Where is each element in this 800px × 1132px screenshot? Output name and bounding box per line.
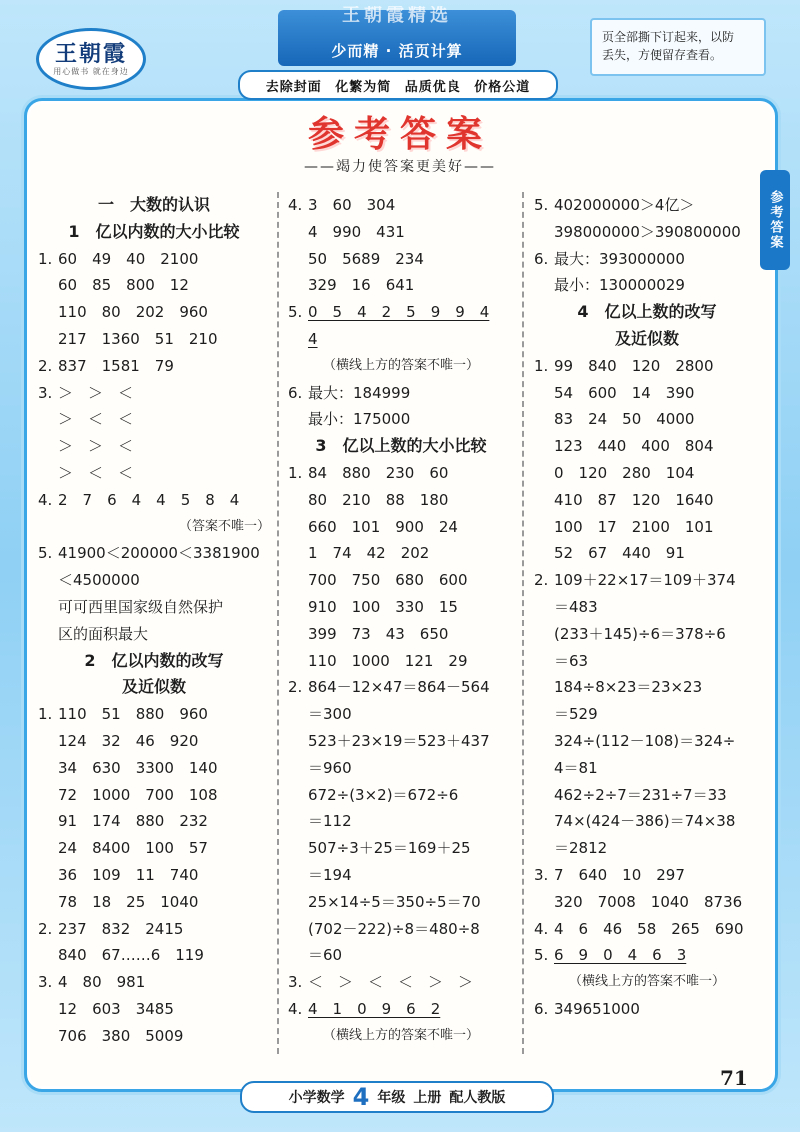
answer-line [534, 701, 760, 728]
answer-line [288, 219, 514, 246]
answer-line [38, 862, 270, 889]
answer-line [534, 782, 760, 809]
answer-line [288, 621, 514, 648]
side-tab: 参考答案 [760, 170, 790, 270]
question-number: 1. [288, 463, 303, 482]
answer-text: 34 630 3300 140 [58, 758, 218, 777]
answer-line [38, 246, 270, 273]
answer-text: ＝960 [308, 758, 352, 777]
answer-text: 54 600 14 390 [554, 383, 695, 402]
answer-text: 0 5 4 2 5 9 9 4 [308, 303, 490, 322]
answer-text: 110 1000 121 29 [308, 651, 468, 670]
answer-text: 523＋23×19＝523＋437 [308, 731, 490, 750]
answer-text: 25×14÷5＝350÷5＝70 [308, 892, 481, 911]
question-number: 6. [288, 383, 303, 402]
footer-term: 上册 [413, 1090, 442, 1106]
series-subtitle: 少而精 · 活页计算 [331, 42, 463, 60]
footer-grade-suffix: 年级 [377, 1090, 406, 1106]
lesson-heading-cont: 及近似数 [121, 677, 186, 697]
answer-line [534, 567, 760, 594]
answer-line [288, 889, 514, 916]
answer-line [38, 916, 270, 943]
tagline: 去除封面 化繁为简 品质优良 价格公道 [238, 70, 558, 100]
answer-text: 324÷(112－108)＝324÷ [554, 731, 736, 750]
question-number: 4. [38, 490, 53, 509]
answer-line [534, 835, 760, 862]
answer-text: 910 100 330 15 [308, 597, 458, 616]
answer-line [288, 808, 514, 835]
answer-line [534, 246, 760, 273]
answer-text: ＝483 [554, 597, 598, 616]
answer-text: 0 120 280 104 [554, 463, 695, 482]
answer-line [288, 594, 514, 621]
answer-note: （答案不唯一） [178, 518, 270, 534]
question-number: 5. [534, 196, 549, 214]
answer-text: ＝112 [308, 812, 352, 831]
answer-line [288, 567, 514, 594]
answer-text: 109＋22×17＝109＋374 [554, 571, 736, 590]
answer-line [534, 996, 760, 1023]
answer-line [38, 782, 270, 809]
answer-text: ＞ ＜ ＜ [58, 410, 134, 429]
answer-line [534, 380, 760, 407]
answer-text: 706 380 5009 [58, 1026, 184, 1045]
answer-line [38, 353, 270, 380]
answer-line [38, 808, 270, 835]
answer-text: 72 1000 700 108 [58, 785, 218, 804]
answer-text: ＝194 [308, 865, 352, 884]
answer-text: 110 80 202 960 [58, 303, 208, 322]
answer-line [534, 460, 760, 487]
answer-text: 123 440 400 804 [554, 437, 714, 456]
column-divider [522, 192, 524, 1054]
answer-line [38, 460, 270, 487]
answer-column-1 [38, 192, 270, 1050]
answer-line [38, 326, 270, 353]
answer-text: 最小：130000029 [554, 276, 685, 295]
footer-grade-number: 4 [352, 1083, 370, 1111]
answer-line [288, 835, 514, 862]
answer-line [534, 916, 760, 943]
column-divider [277, 192, 279, 1054]
answer-line [288, 701, 514, 728]
answer-text: ＞ ＞ ＜ [58, 437, 134, 456]
question-number: 6. [534, 249, 549, 268]
answer-text: 最大：393000000 [554, 249, 685, 268]
answer-line [38, 942, 270, 969]
answer-line [288, 728, 514, 755]
answer-text: 4＝81 [554, 758, 598, 777]
answer-text: 99 840 120 2800 [554, 356, 714, 375]
answer-line [288, 916, 514, 943]
answer-text: ＜ ＞ ＜ ＜ ＞ ＞ [308, 973, 474, 992]
answer-text: 2 7 6 4 4 5 8 4 [58, 490, 240, 509]
answer-note: （横线上方的答案不唯一） [568, 974, 725, 990]
answer-line [38, 755, 270, 782]
answer-text: 52 67 440 91 [554, 544, 685, 563]
answer-line [534, 808, 760, 835]
answer-text: 507÷3＋25＝169＋25 [308, 839, 471, 858]
answer-text: 91 174 880 232 [58, 812, 208, 831]
answer-text: ＝2812 [554, 839, 608, 858]
answer-note: （横线上方的答案不唯一） [322, 1027, 479, 1043]
answer-line [38, 433, 270, 460]
question-number: 1. [38, 705, 53, 724]
answer-text: 60 85 800 12 [58, 276, 189, 295]
answer-text: 区的面积最大 [58, 624, 149, 643]
series-name: 王朝霞精选 [342, 6, 452, 26]
answer-text: 36 109 11 740 [58, 865, 199, 884]
answer-text: 12 603 3485 [58, 999, 174, 1018]
answer-line [534, 487, 760, 514]
lesson-heading: 1 亿以内数的大小比较 [68, 221, 240, 241]
answer-line [288, 380, 514, 407]
answer-text: 最小：175000 [308, 410, 411, 429]
answer-text: ＝300 [308, 705, 352, 724]
answer-line [38, 621, 270, 648]
answer-text: 864－12×47＝864－564 [308, 678, 490, 697]
logo-name: 王朝霞 [54, 40, 127, 67]
answer-line [38, 299, 270, 326]
answer-line [38, 272, 270, 299]
answer-line [288, 460, 514, 487]
answer-text: 80 210 88 180 [308, 490, 449, 509]
answer-line [534, 433, 760, 460]
question-number: 3. [38, 383, 53, 402]
answer-text: ＞ ＜ ＜ [58, 463, 134, 482]
answer-line [534, 648, 760, 675]
answer-note: （横线上方的答案不唯一） [322, 357, 479, 373]
answer-line [38, 594, 270, 621]
answer-line [288, 487, 514, 514]
header [0, 0, 800, 96]
section-heading: 一 大数的认识 [97, 195, 210, 214]
answer-text: 398000000＞390800000 [554, 222, 741, 241]
answer-line [534, 621, 760, 648]
answer-text: 60 49 40 2100 [58, 249, 199, 268]
answer-line [288, 326, 514, 353]
footer-edition: 配人教版 [449, 1090, 506, 1106]
answer-text: 7 640 10 297 [554, 865, 685, 884]
answer-text: 700 750 680 600 [308, 571, 468, 590]
answer-line [534, 219, 760, 246]
answer-line [534, 862, 760, 889]
lesson-heading: 4 亿以上数的改写 [577, 302, 717, 322]
question-number: 5. [288, 303, 303, 322]
answer-line [534, 272, 760, 299]
question-number: 4. [288, 999, 303, 1018]
answer-line [288, 782, 514, 809]
answer-text: 84 880 230 60 [308, 463, 449, 482]
question-number: 3. [38, 973, 53, 992]
answer-text: 349651000 [554, 999, 640, 1018]
answer-text: 41900＜200000＜3381900 [58, 544, 260, 563]
page-subtitle: ——竭力使答案更美好—— [304, 159, 496, 175]
footer-badge [240, 1081, 554, 1113]
answer-text: 78 18 25 1040 [58, 892, 199, 911]
answer-text: 100 17 2100 101 [554, 517, 714, 536]
answer-text: 1 74 42 202 [308, 544, 430, 563]
answer-line [38, 889, 270, 916]
answer-text: 6 9 0 4 6 3 [554, 946, 687, 965]
answer-line [534, 728, 760, 755]
answer-text: ＞ ＞ ＜ [58, 383, 134, 402]
answer-line [38, 406, 270, 433]
answer-line [534, 514, 760, 541]
answer-line [38, 835, 270, 862]
answer-line [534, 353, 760, 380]
answer-text: (233＋145)÷6＝378÷6 [554, 624, 726, 643]
page-number: 71 [720, 1066, 748, 1090]
answer-text: 74×(424－386)＝74×38 [554, 812, 736, 831]
answer-text: ＝63 [554, 651, 589, 670]
answer-line [38, 380, 270, 407]
question-number: 2. [38, 919, 53, 938]
answer-text: ＝529 [554, 705, 598, 724]
answer-text: 124 32 46 920 [58, 731, 199, 750]
question-number: 1. [38, 249, 53, 268]
answer-text: 237 832 2415 [58, 919, 184, 938]
brand-logo [36, 28, 146, 90]
answer-line [288, 246, 514, 273]
answer-line [534, 594, 760, 621]
answer-text: 672÷(3×2)＝672÷6 [308, 785, 459, 804]
answer-column-2 [288, 192, 514, 1050]
answer-line [288, 406, 514, 433]
answer-line [288, 299, 514, 326]
answer-line [534, 192, 760, 219]
question-number: 3. [288, 973, 303, 992]
answer-text: 837 1581 79 [58, 356, 174, 375]
answer-text: 320 7008 1040 8736 [554, 892, 743, 911]
question-number: 2. [288, 678, 303, 697]
answer-text: (702－222)÷8＝480÷8 [308, 919, 480, 938]
answer-line [38, 728, 270, 755]
answer-line [534, 540, 760, 567]
question-number: 2. [534, 571, 549, 590]
footer-subject: 小学数学 [288, 1090, 345, 1106]
answer-text: 110 51 880 960 [58, 705, 208, 724]
answer-line [288, 192, 514, 219]
answer-text: 24 8400 100 57 [58, 839, 208, 858]
logo-sub: 用心做书 就在身边 [53, 66, 129, 76]
answer-text: 4 990 431 [308, 222, 405, 241]
answer-text: 402000000＞4亿＞ [554, 196, 695, 214]
answer-line [534, 406, 760, 433]
answer-text: 329 16 641 [308, 276, 415, 295]
answer-line [38, 969, 270, 996]
answer-line [288, 514, 514, 541]
answer-line [288, 996, 514, 1023]
tear-off-note [590, 18, 766, 76]
answer-text: 最大：184999 [308, 383, 411, 402]
answer-line [38, 1023, 270, 1050]
answer-line [38, 701, 270, 728]
series-banner [278, 6, 516, 66]
answer-line [288, 674, 514, 701]
answer-text: 660 101 900 24 [308, 517, 458, 536]
answer-text: 4 [308, 329, 318, 348]
answer-text: ＝60 [308, 946, 343, 965]
answer-text: 83 24 50 4000 [554, 410, 695, 429]
lesson-heading-cont: 及近似数 [614, 328, 679, 348]
answer-text: ＜4500000 [58, 571, 140, 590]
question-number: 2. [38, 356, 53, 375]
answer-line [288, 540, 514, 567]
note-line: 丢失，方便留存查看。 [602, 48, 723, 62]
answer-text: 可可西里国家级自然保护 [58, 597, 224, 616]
answer-line [288, 862, 514, 889]
answer-line [288, 648, 514, 675]
answer-line [38, 540, 270, 567]
answer-text: 410 87 120 1640 [554, 490, 714, 509]
question-number: 3. [534, 865, 549, 884]
answer-text: 217 1360 51 210 [58, 329, 218, 348]
question-number: 5. [534, 946, 549, 965]
answer-line [534, 942, 760, 969]
note-line: 页全部撕下订起来，以防 [602, 30, 735, 44]
answer-text: 399 73 43 650 [308, 624, 449, 643]
question-number: 5. [38, 544, 53, 563]
answer-line [288, 942, 514, 969]
question-number: 6. [534, 999, 549, 1018]
lesson-heading: 2 亿以内数的改写 [84, 650, 224, 670]
lesson-heading: 3 亿以上数的大小比较 [315, 436, 487, 456]
answer-text: 4 6 46 58 265 690 [554, 919, 744, 938]
answer-text: 184÷8×23＝23×23 [554, 678, 703, 697]
answer-text: 4 1 0 9 6 2 [308, 999, 441, 1018]
answer-line [288, 755, 514, 782]
answer-line [38, 996, 270, 1023]
answer-line [288, 272, 514, 299]
answer-line [534, 889, 760, 916]
answer-line [534, 755, 760, 782]
answer-column-3 [534, 192, 760, 1023]
answer-line [38, 567, 270, 594]
question-number: 1. [534, 356, 549, 375]
question-number: 4. [288, 196, 303, 214]
answer-text: 462÷2÷7＝231÷7＝33 [554, 785, 727, 804]
answer-text: 3 60 304 [308, 196, 396, 214]
answer-line [288, 969, 514, 996]
page-title: 参考答案 [307, 113, 492, 155]
answer-text: 4 80 981 [58, 973, 146, 992]
answer-text: 840 67……6 119 [58, 946, 204, 965]
answer-line [38, 487, 270, 514]
answer-line [534, 674, 760, 701]
answer-text: 50 5689 234 [308, 249, 424, 268]
question-number: 4. [534, 919, 549, 938]
